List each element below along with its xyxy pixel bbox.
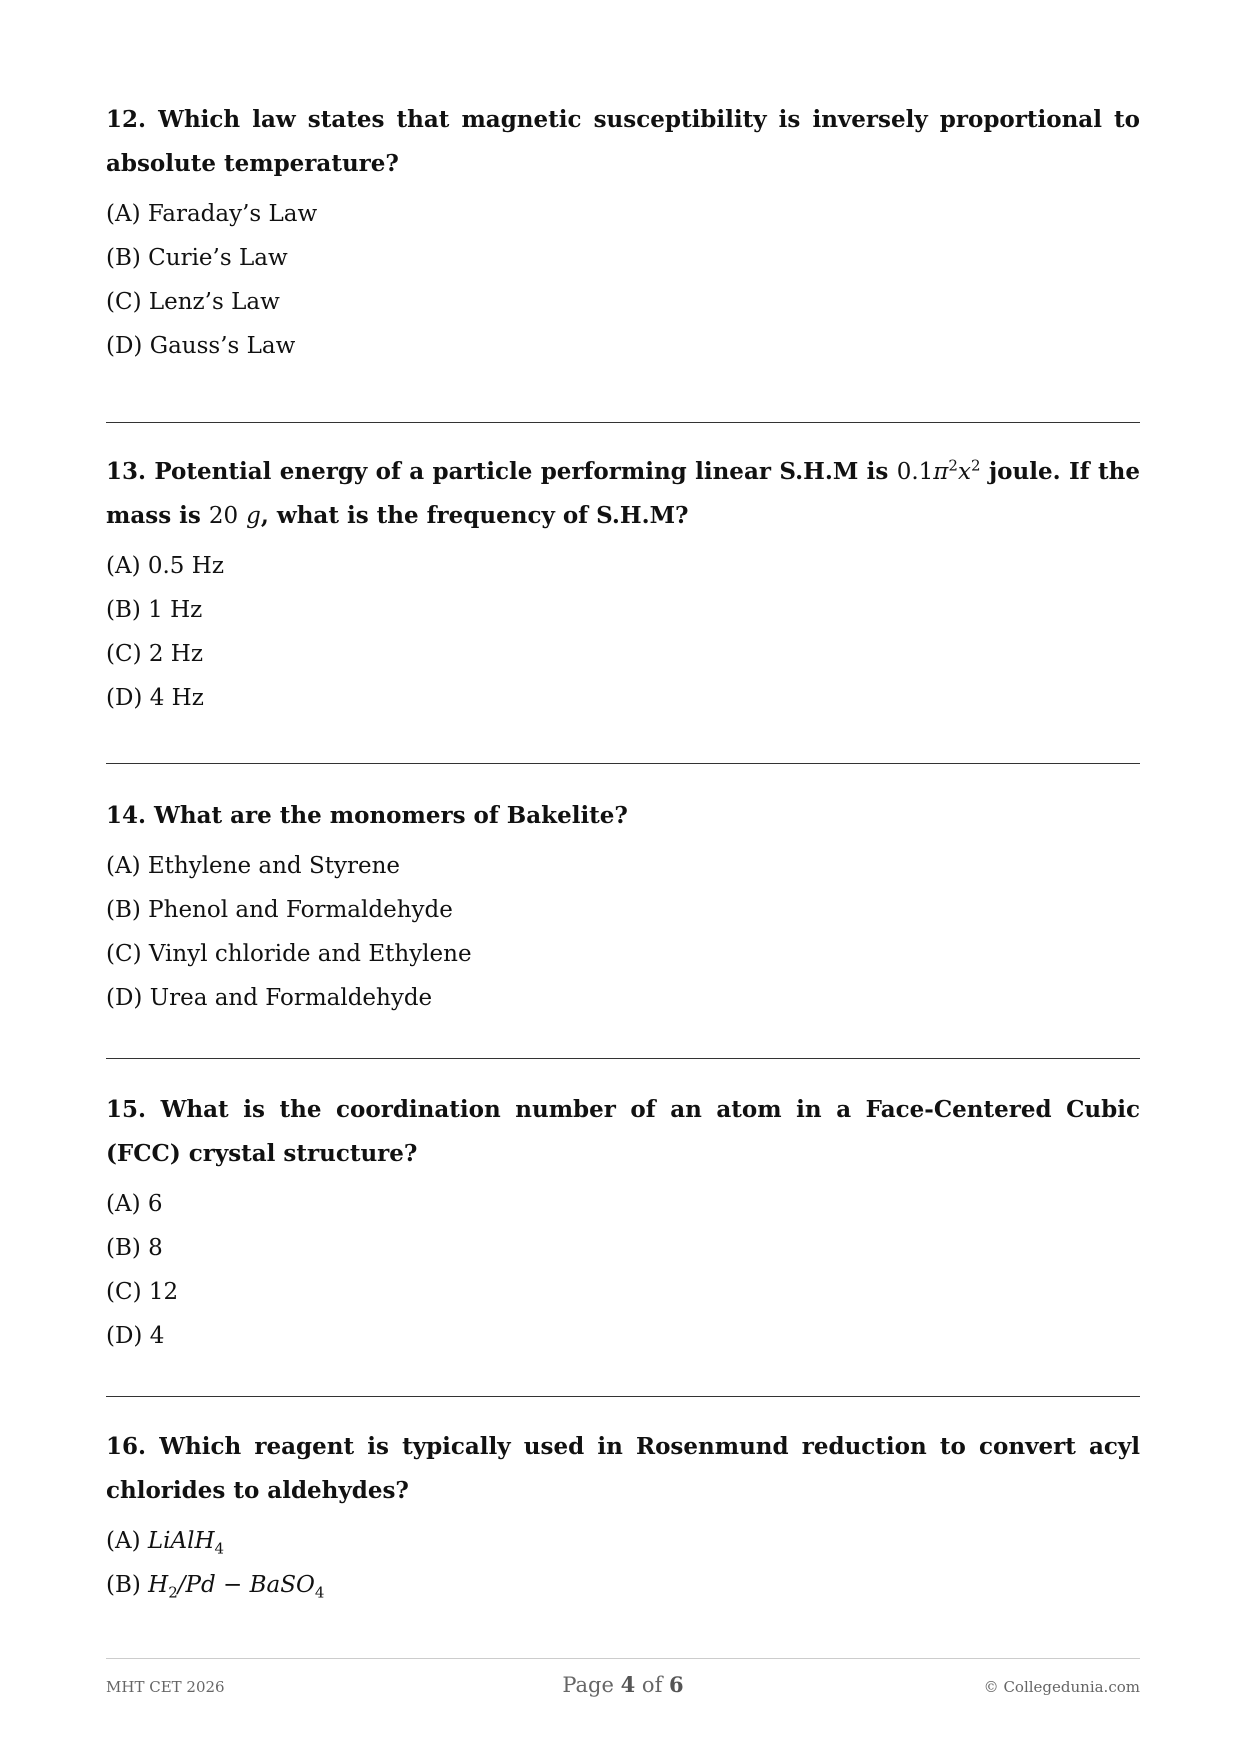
question-stem: What are the monomers of Bakelite? (154, 802, 628, 829)
footer-divider (106, 1658, 1140, 1659)
question-number: 16. (106, 1433, 147, 1460)
option-a: (A) 6 (106, 1191, 163, 1217)
question-text (106, 1425, 1140, 1513)
page-of: of (641, 1673, 663, 1697)
math-value: 0.1 (896, 459, 934, 485)
option-c: (C) 2 Hz (106, 641, 203, 667)
option-a (106, 1519, 1140, 1563)
page-word: Page (562, 1673, 614, 1697)
question-text (106, 1088, 1140, 1176)
option-d: (D) Gauss’s Law (106, 333, 296, 359)
option-label: (B) (106, 1572, 141, 1598)
math-value: 20 (208, 503, 239, 529)
question-14 (106, 794, 1140, 1020)
option-d: (D) 4 Hz (106, 685, 204, 711)
option-a: (A) Ethylene and Styrene (106, 853, 400, 879)
chemical-formula: H (148, 1572, 169, 1598)
option-b: (B) Curie’s Law (106, 245, 288, 271)
option-list (106, 544, 1140, 720)
option-list (106, 1182, 1140, 1358)
option-c: (C) Lenz’s Law (106, 289, 280, 315)
divider (106, 763, 1140, 764)
option-list (106, 844, 1140, 1020)
option-b: (B) Phenol and Formaldehyde (106, 897, 453, 923)
question-stem-part: joule. If the mass is (106, 458, 1140, 529)
option-b: (B) 1 Hz (106, 597, 203, 623)
question-text (106, 450, 1140, 538)
question-number: 13. (106, 458, 147, 485)
question-number: 12. (106, 106, 147, 133)
question-text (106, 98, 1140, 186)
question-stem-part: , what is the frequency of S.H.M? (260, 502, 689, 529)
page-current: 4 (620, 1672, 636, 1697)
math-exponent: 2 (970, 456, 981, 475)
exam-page (106, 0, 1140, 1754)
math-exponent: 2 (948, 456, 958, 475)
option-c: (C) Vinyl chloride and Ethylene (106, 941, 472, 967)
divider (106, 1396, 1140, 1397)
divider (106, 422, 1140, 423)
question-stem: Which reagent is typically used in Rosenmund reduction to convert acyl chlorides to aldehydes? (106, 1433, 1140, 1504)
option-a: (A) Faraday’s Law (106, 201, 318, 227)
option-d: (D) 4 (106, 1323, 165, 1349)
formula-subscript: 4 (214, 1539, 225, 1558)
chemical-formula: /Pd − BaSO (177, 1572, 315, 1598)
option-list (106, 1519, 1140, 1607)
option-b (106, 1563, 1140, 1607)
math-unit: g (246, 503, 261, 529)
math-variable: x (957, 459, 971, 485)
option-d: (D) Urea and Formaldehyde (106, 985, 433, 1011)
question-16 (106, 1425, 1140, 1607)
option-a: (A) 0.5 Hz (106, 553, 224, 579)
formula-subscript: 4 (314, 1583, 325, 1602)
question-number: 15. (106, 1096, 147, 1123)
question-12 (106, 98, 1140, 368)
question-stem: Which law states that magnetic susceptibility is inversely proportional to absolute temperature? (106, 106, 1140, 177)
copyright: © Collegedunia.com (983, 1678, 1140, 1696)
question-stem: What is the coordination number of an atom in a Face-Centered Cubic (FCC) crystal structure? (106, 1096, 1140, 1167)
question-stem-part: Potential energy of a particle performing linear S.H.M is (154, 458, 889, 485)
divider (106, 1058, 1140, 1059)
math-pi: π (933, 459, 949, 485)
page-total: 6 (669, 1672, 684, 1697)
option-c: (C) 12 (106, 1279, 179, 1305)
option-b: (B) 8 (106, 1235, 163, 1261)
question-15 (106, 1088, 1140, 1358)
question-text (106, 794, 1140, 838)
chemical-formula: LiAlH (147, 1528, 215, 1554)
option-label: (A) (106, 1528, 141, 1554)
option-list (106, 192, 1140, 368)
formula-subscript: 2 (168, 1583, 178, 1602)
exam-name: MHT CET 2026 (106, 1678, 225, 1696)
question-13 (106, 450, 1140, 720)
question-number: 14. (106, 802, 147, 829)
